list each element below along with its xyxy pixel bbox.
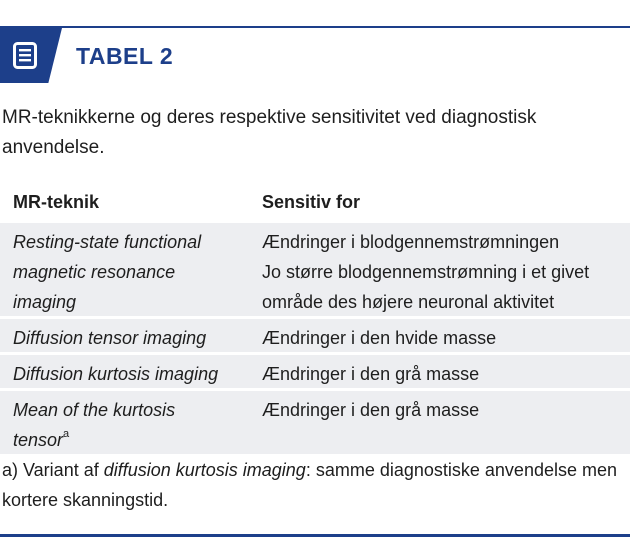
cell-line: Resting-state functional (13, 232, 202, 252)
footnote-italic: diffusion kurtosis imaging (103, 460, 306, 480)
table-header-row (0, 184, 630, 220)
cell-line: Jo større blodgennemstrømning i et givet (262, 262, 590, 282)
cell-line: magnetic resonance (13, 262, 176, 282)
technique-cell (13, 359, 245, 389)
technique-cell (13, 227, 245, 317)
cell-line: Ændringer i den grå masse (262, 400, 480, 420)
cell-line: Mean of the kurtosis (13, 400, 176, 420)
column-header-sensitivity: Sensitiv for (262, 192, 361, 212)
technique-cell (13, 395, 245, 455)
table-footnote (2, 455, 622, 515)
sensitivity-cell (262, 227, 624, 317)
cell-line (13, 425, 245, 455)
cell-line: Diffusion tensor imaging (13, 328, 207, 348)
footnote-marker: a (63, 428, 70, 440)
table-row (0, 388, 630, 454)
cell-line: Ændringer i blodgennemstrømningen (262, 232, 560, 252)
cell-text: tensor (13, 430, 64, 450)
bottom-rule (0, 534, 630, 537)
sensitivity-cell (262, 359, 624, 389)
column-header-technique: MR-teknik (13, 192, 100, 212)
table-header (0, 28, 630, 83)
cell-line: område des højere neuronal aktivitet (262, 292, 555, 312)
technique-cell (13, 323, 245, 353)
data-table (0, 184, 630, 454)
table-row (0, 220, 630, 316)
table-caption: MR-teknikkerne og deres respektive sensitivitet ved diagnostisk anvendelse. (2, 107, 537, 158)
table-title: TABEL 2 (76, 43, 174, 69)
document-list-icon (13, 42, 37, 69)
cell-line: Diffusion kurtosis imaging (13, 364, 219, 384)
footnote-suffix: : samme diagnostiske anvendelse men kortere skanningstid. (2, 460, 617, 510)
icon-tab (0, 28, 62, 83)
cell-line: Ændringer i den grå masse (262, 364, 480, 384)
sensitivity-cell (262, 395, 624, 425)
cell-line: Ændringer i den hvide masse (262, 328, 497, 348)
footnote-prefix: a) Variant af (2, 460, 104, 480)
sensitivity-cell (262, 323, 624, 353)
table-row (0, 352, 630, 388)
cell-line: imaging (13, 292, 77, 312)
table-row (0, 316, 630, 352)
